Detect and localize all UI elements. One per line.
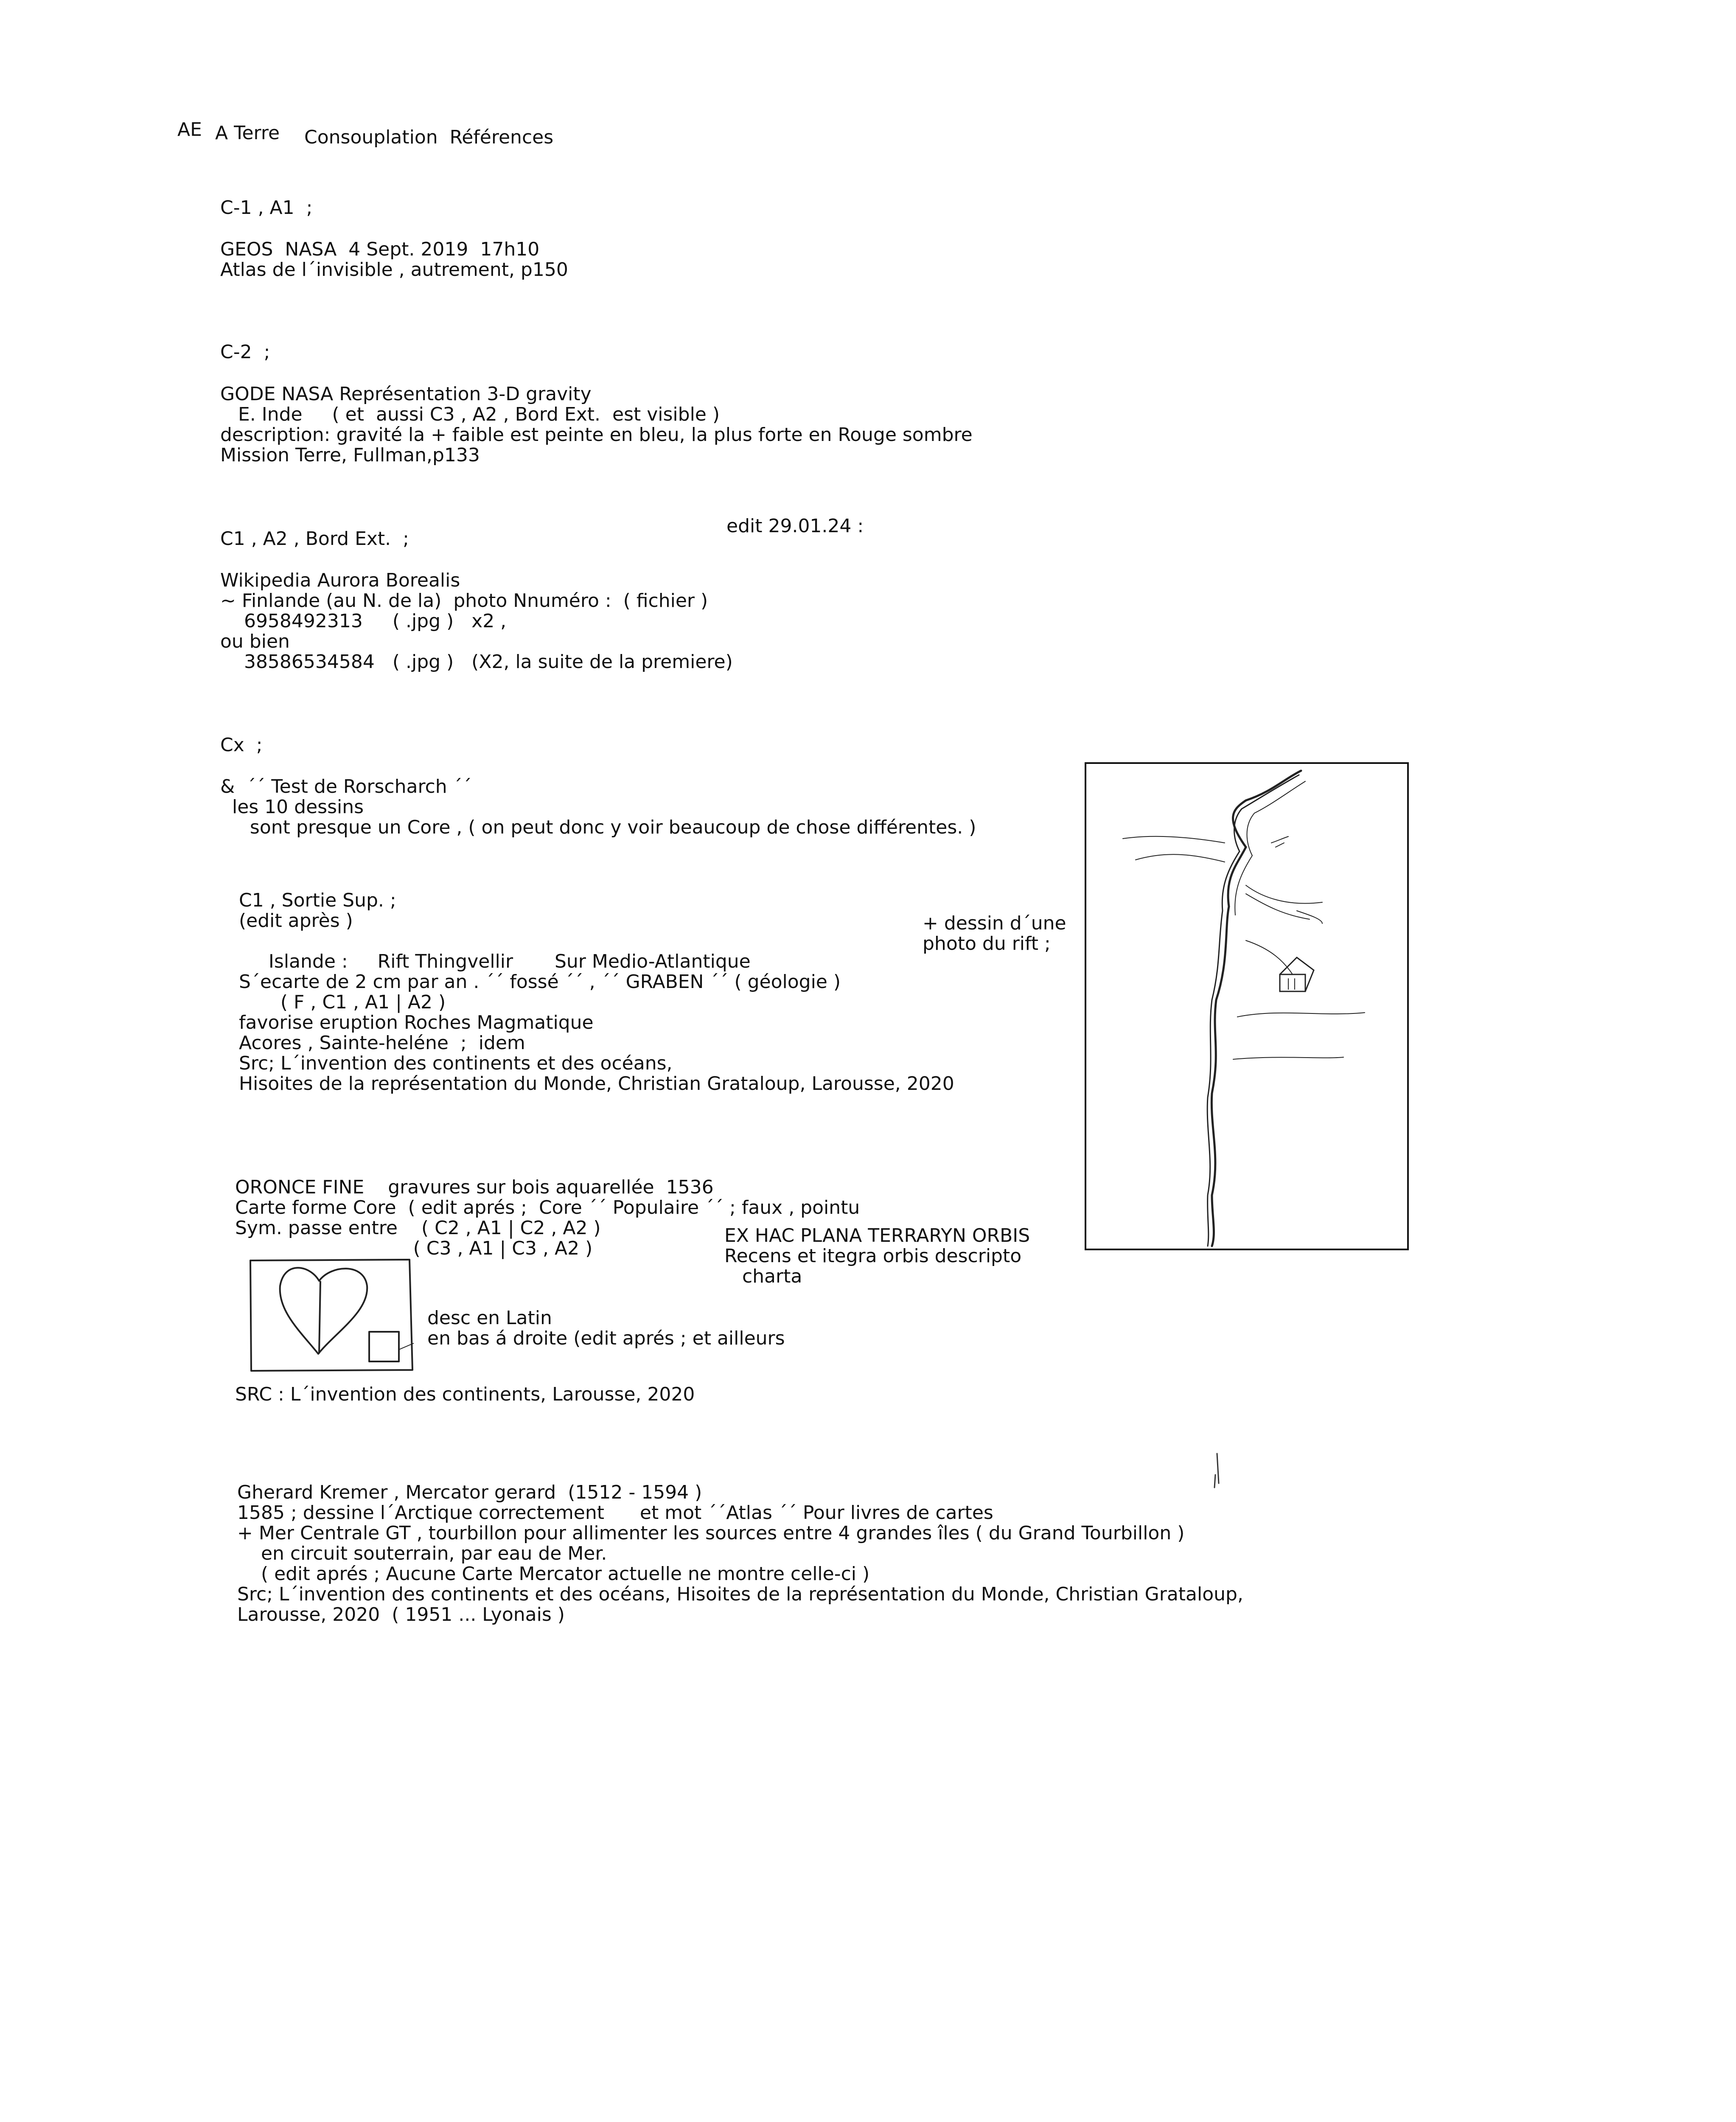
text-line: sont presque un Core , ( on peut donc y voir beaucoup de chose différentes. ) [220,817,976,838]
text-line: ou bien [220,631,290,652]
text-line: ( C3 , A1 | C3 , A2 ) [235,1238,593,1259]
text-line: desc en Latin [427,1307,552,1329]
header-a-terre: A Terre [215,122,280,144]
text-line: photo du rift ; [923,933,1051,954]
section-heading: C-2 ; [220,341,270,363]
text-line: E. Inde ( et aussi C3 , A2 , Bord Ext. est visible ) [220,404,720,425]
text-line: 6958492313 ( .jpg ) x2 , [220,610,507,632]
mercator-block [237,1482,1243,1625]
text-line: + Mer Centrale GT , tourbillon pour allimenter les sources entre 4 grandes îles ( du Grand Tourbillon ) [237,1522,1185,1544]
text-line: C1 , Sortie Sup. ; [239,890,396,911]
text-line: Recens et itegra orbis descripto [724,1245,1022,1267]
section-heading: C-1 , A1 ; [220,197,313,219]
c1-a2-block [220,570,733,672]
text-line: Sym. passe entre ( C2 , A1 | C2 , A2 ) [235,1217,601,1239]
heart-map-sketch [246,1256,416,1375]
rift-note [923,913,1066,954]
text-line [239,931,954,952]
text-line: Acores , Sainte-heléne ; idem [239,1032,525,1054]
text-line: les 10 dessins [220,796,364,818]
text-line: + dessin d´une [923,912,1066,934]
text-line: Islande : Rift Thingvellir Sur Medio-Atlantique [239,951,751,972]
text-line: ~ Finlande (au N. de la) photo Nnuméro : ( fichier ) [220,590,708,612]
text-line: & ´´ Test de Rorscharch ´´ [220,776,472,797]
c1-a1-block [220,239,568,280]
text-line: charta [724,1266,802,1287]
text-line: Gherard Kremer , Mercator gerard (1512 - 1594 ) [237,1482,702,1503]
text-line: Mission Terre, Fullman,p133 [220,444,480,466]
sortie-block [239,890,954,1094]
text-line: Src; L´invention des continents et des océans, [239,1053,673,1074]
oronce-src: SRC : L´invention des continents, Larousse, 2020 [235,1384,695,1405]
text-line: GODE NASA Représentation 3-D gravity [220,383,592,405]
latin-title [724,1226,1030,1287]
text-line: 38586534584 ( .jpg ) (X2, la suite de la premiere) [220,651,733,673]
text-line: GEOS NASA 4 Sept. 2019 17h10 [220,239,540,260]
text-line: Atlas de l´invisible , autrement, p150 [220,259,568,281]
text-line: favorise eruption Roches Magmatique [239,1012,594,1033]
text-line: EX HAC PLANA TERRARYN ORBIS [724,1225,1030,1246]
latin-desc [427,1308,785,1349]
text-line: description: gravité la + faible est peinte en bleu, la plus forte en Rouge sombre [220,424,973,446]
text-line: Src; L´invention des continents et des océans, Hisoites de la représentation du Monde, Christian Grataloup, [237,1583,1243,1605]
text-line: (edit après ) [239,910,353,932]
section-heading: C1 , A2 , Bord Ext. ; [220,528,409,550]
header-consouplation: Consouplation Références [304,126,554,148]
text-line: S´ecarte de 2 cm par an . ´´ fossé ´´ , ´´ GRABEN ´´ ( géologie ) [239,971,841,993]
edit-date: edit 29.01.24 : [726,515,864,537]
text-line: en bas á droite (edit aprés ; et ailleurs [427,1328,785,1349]
text-line: ( edit aprés ; Aucune Carte Mercator actuelle ne montre celle-ci ) [237,1563,870,1585]
text-line: Wikipedia Aurora Borealis [220,570,460,591]
c2-block [220,384,973,466]
text-line: en circuit souterrain, par eau de Mer. [237,1543,607,1564]
text-line: ORONCE FINE gravures sur bois aquarellée 1536 [235,1176,714,1198]
text-line: Larousse, 2020 ( 1951 ... Lyonais ) [237,1604,565,1625]
text-line: ( F , C1 , A1 | A2 ) [239,991,446,1013]
cx-block [220,777,976,838]
text-line: Hisoites de la représentation du Monde, Christian Grataloup, Larousse, 2020 [239,1073,954,1095]
text-line: 1585 ; dessine l´Arctique correctement et mot ´´Atlas ´´ Pour livres de cartes [237,1502,993,1524]
header-ae: AE [177,119,202,140]
rift-sketch [1085,762,1409,1250]
section-heading: Cx ; [220,734,263,756]
text-line: Carte forme Core ( edit aprés ; Core ´´ Populaire ´´ ; faux , pointu [235,1197,860,1218]
